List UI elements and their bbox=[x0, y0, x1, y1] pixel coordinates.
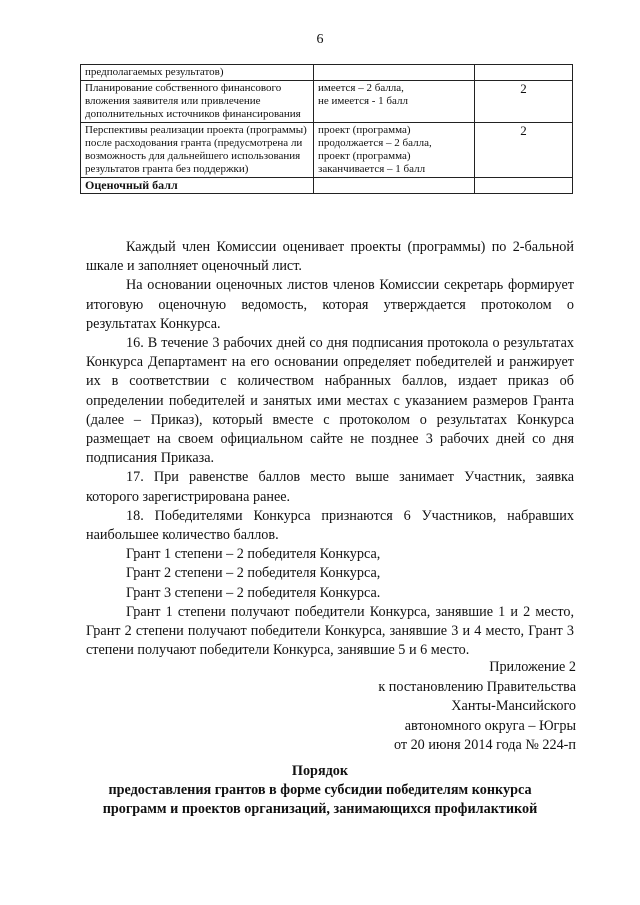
paragraph: Каждый член Комиссии оценивает проекты (программы) по 2-бальной шкале и заполняет оценочный лист. bbox=[86, 239, 574, 275]
grant-line: Грант 3 степени – 2 победителя Конкурса. bbox=[126, 584, 381, 601]
table-row bbox=[81, 65, 573, 81]
page-number: 6 bbox=[316, 32, 324, 47]
scale-line: имеется – 2 балла, bbox=[318, 82, 404, 94]
grant-line: Грант 2 степени – 2 победителя Конкурса, bbox=[126, 565, 381, 582]
appendix-line: автономного округа – Югры bbox=[404, 717, 576, 734]
paragraph: 18. Победителями Конкурса признаются 6 Участников, набравших наибольшее количество баллов. bbox=[86, 507, 574, 544]
document-title bbox=[0, 762, 640, 819]
paragraph: Грант 1 степени получают победители Конкурса, занявшие 1 и 2 место, Грант 2 степени получают победители Конкурса, занявшие 3 и 4 место, Грант 3 степени получают победители Конкурса, занявшие 5 и 6 место. bbox=[86, 603, 574, 659]
scale-cell bbox=[314, 178, 475, 194]
criterion-cell bbox=[81, 123, 314, 178]
appendix-line: Приложение 2 bbox=[489, 659, 576, 675]
criterion-text: Планирование собственного финансового вложения заявителя или привлечение дополнительных источников финансирования bbox=[85, 82, 301, 120]
table-row bbox=[81, 178, 573, 194]
criterion-cell bbox=[81, 65, 314, 81]
scale-cell bbox=[314, 81, 475, 123]
score-cell bbox=[475, 65, 573, 81]
paragraph: На основании оценочных листов членов Комиссии секретарь формирует итоговую оценочную ведомость, которая утверждается протоколом о результатах Конкурса. bbox=[86, 277, 574, 332]
body-text bbox=[86, 238, 574, 660]
score-value: 2 bbox=[520, 123, 527, 138]
appendix-block bbox=[378, 658, 576, 756]
scale-line: проект (программа) bbox=[318, 124, 411, 136]
criterion-cell bbox=[81, 178, 314, 194]
appendix-line: к постановлению Правительства bbox=[378, 678, 576, 695]
table-row bbox=[81, 81, 573, 123]
score-cell bbox=[475, 123, 573, 178]
total-score-label: Оценочный балл bbox=[85, 178, 178, 192]
scale-cell bbox=[314, 123, 475, 178]
scale-line: не имеется - 1 балл bbox=[318, 95, 408, 107]
table-row bbox=[81, 123, 573, 178]
scale-line: проект (программа) bbox=[318, 150, 411, 162]
criterion-text: Перспективы реализации проекта (программы) после расходования гранта (предусмотрена ли возможность для дальнейшего использования результатов гранта без поддержки) bbox=[85, 124, 307, 175]
title-line: Порядок bbox=[291, 763, 349, 779]
criterion-text: предполагаемых результатов) bbox=[85, 66, 224, 78]
title-line: программ и проектов организаций, занимающихся профилактикой bbox=[102, 801, 538, 817]
criterion-cell bbox=[81, 81, 314, 123]
paragraph: 17. При равенстве баллов место выше занимает Участник, заявка которого зарегистрирована ранее. bbox=[86, 469, 574, 505]
score-cell bbox=[475, 81, 573, 123]
scale-line: заканчивается – 1 балл bbox=[318, 163, 426, 175]
grant-line: Грант 1 степени – 2 победителя Конкурса, bbox=[126, 546, 381, 563]
criteria-table bbox=[80, 64, 573, 194]
paragraph: 16. В течение 3 рабочих дней со дня подписания протокола о результатах Конкурса Департамент на его основании определяет победителей и ранжирует их в соответствии с количеством набранных баллов, издает приказ об определении победителей и занятых ими местах с указанием размеров Гранта (далее – Приказ), который вместе с протоколом о результатах Конкурса размещает на своем официальном сайте не позднее 3 рабочих дней со дня подписания Приказа. bbox=[86, 335, 574, 467]
score-value: 2 bbox=[520, 81, 527, 96]
scale-cell bbox=[314, 65, 475, 81]
scale-line: продолжается – 2 балла, bbox=[318, 137, 432, 149]
appendix-line: Ханты-Мансийского bbox=[451, 698, 576, 714]
score-cell bbox=[475, 178, 573, 194]
appendix-line: от 20 июня 2014 года № 224-п bbox=[393, 737, 576, 753]
title-line: предоставления грантов в форме субсидии победителям конкурса bbox=[108, 782, 532, 798]
